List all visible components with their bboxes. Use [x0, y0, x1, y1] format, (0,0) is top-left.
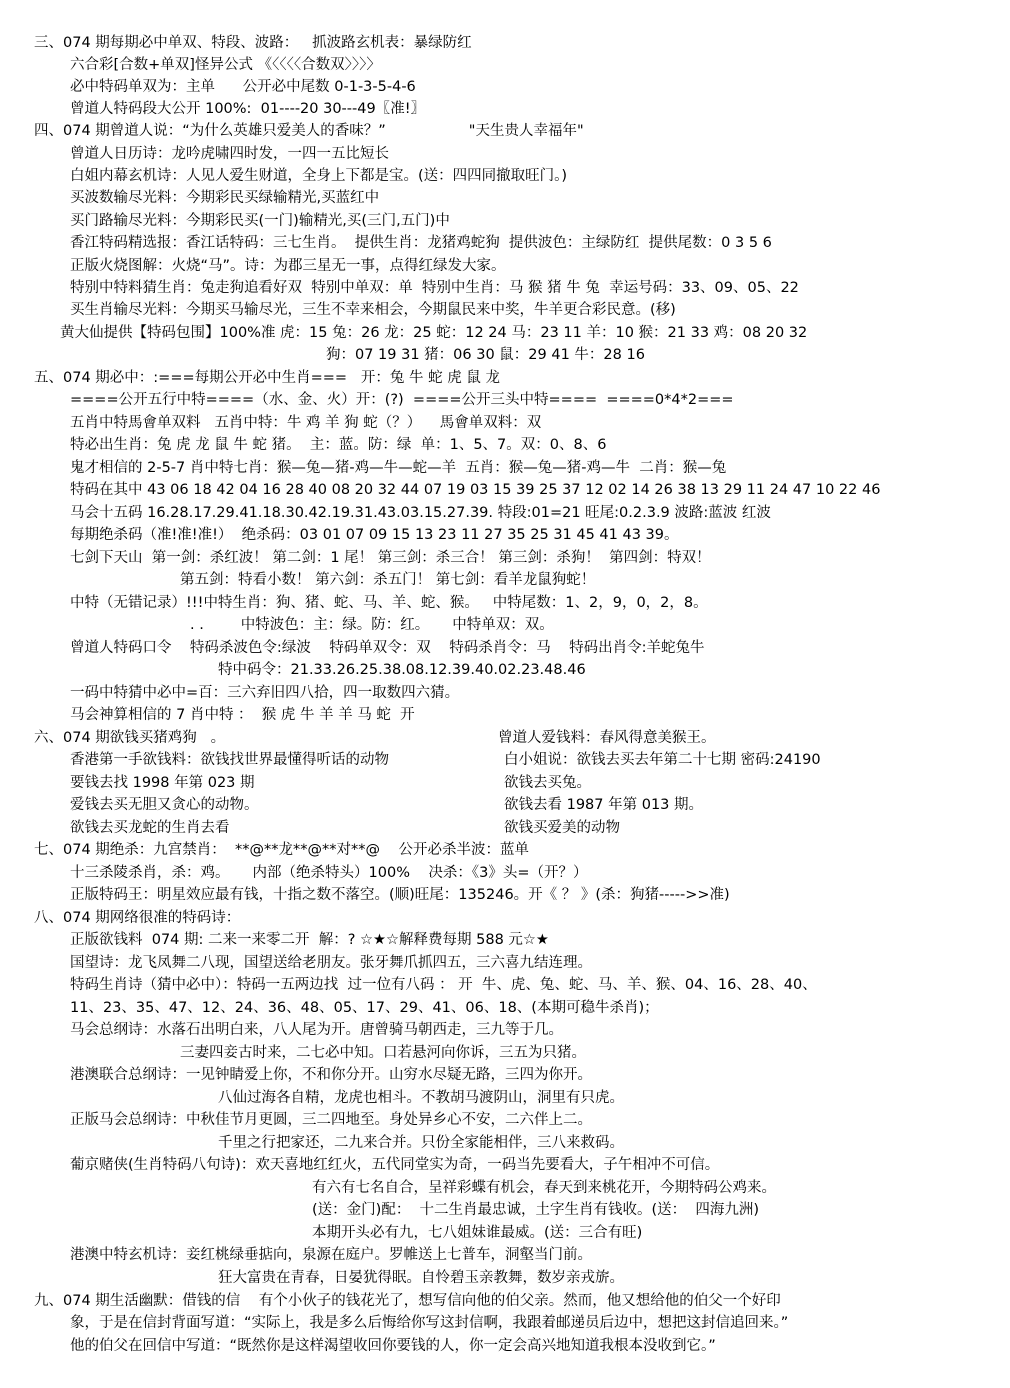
text-line: 每期绝杀码（准!准!准!） 绝杀码：03 01 07 09 15 13 23 11 27 35 25 31 45 41 43 39。 [70, 527, 679, 543]
text-line: 正版特码王：明星效应最有钱，十指之数不落空。(顺)旺尾：135246。开《 ？ 》(杀：狗猪----->>准) [70, 887, 730, 903]
text-line: 白姐内幕玄机诗：人见人爱生财道，全身上下都是宝。(送：四四同撤取旺门。) [70, 168, 568, 184]
text-line: 港澳联合总纲诗：一见钟睛爱上你，不和你分开。山穷水尽疑无路，三四为你开。 [70, 1067, 592, 1083]
text-line: 欲钱去买兔。 [504, 775, 591, 791]
text-line: 特码在其中 43 06 18 42 04 16 28 40 08 20 32 44 07 19 03 15 39 25 37 12 02 14 26 38 13 29 11 24 47 10 22 46 [70, 482, 881, 498]
text-line: 马会十五码 16.28.17.29.41.18.30.42.19.31.43.03.15.27.39. 特段:01=21 旺尾:0.2.3.9 波路:蓝波 红波 [70, 505, 771, 521]
text-line: 香港第一手欲钱料：欲钱找世界最懂得听话的动物 [70, 752, 389, 768]
text-line: 特中码令：21.33.26.25.38.08.12.39.40.02.23.48.46 [218, 662, 586, 678]
text-line: 十三杀陵杀肖，杀：鸡。 内部（绝杀特头）100% 决杀：《3》头=（开？） [70, 865, 588, 881]
text-line: 狂大富贵在青春，日晏犹得眠。自怜碧玉亲教舞，数岁亲戎旂。 [218, 1270, 624, 1286]
text-line: 本期开头必有九，七八姐妹谁最威。(送：三合有旺) [312, 1225, 643, 1241]
text-line: ====公开五行中特====（水、金、火）开：(?) ====公开三头中特==== ====0*4*2=== [70, 392, 734, 408]
text-line: 正版马会总纲诗：中秋佳节月更圆，三二四地至。身处异乡心不安，二六伴上二。 [70, 1112, 592, 1128]
text-line: 马会总纲诗：水落石出明白来，八人尾为开。唐曾骑马朝西走，三九等于几。 [70, 1022, 563, 1038]
text-line: 千里之行把家还，二九来合并。只份全家能相伴，三八来救码。 [218, 1135, 624, 1151]
text-line: 欲钱去买龙蛇的生肖去看 [70, 820, 230, 836]
text-line: 国望诗：龙飞凤舞二八现，国望送给老朋友。张牙舞爪抓四五，三六喜九结连理。 [70, 955, 592, 971]
text-line: 中特（无错记录）!!!中特生肖：狗、猪、蛇、马、羊、蛇、猴。 中特尾数：1、2，9，0，2，8。 [70, 595, 708, 611]
text-line: 五肖中特馬會单双料 五肖中特：牛 鸡 羊 狗 蛇（？） 馬會单双料：双 [70, 415, 542, 431]
text-line: 三妻四妾古时来，二七必中知。口若悬河向你诉，三五为只猪。 [180, 1045, 586, 1061]
text-line: 八仙过海各自精，龙虎也相斗。不教胡马渡阴山，洞里有只虎。 [218, 1090, 624, 1106]
text-line: 马会神算相信的 7 肖中特 ： 猴 虎 牛 羊 羊 马 蛇 开 [70, 707, 415, 723]
text-line: 欲钱去看 1987 年第 013 期。 [504, 797, 704, 813]
text-line: 正版火烧图解：火烧“马”。诗：为郡三星无一事，点得红绿发大家。 [70, 258, 506, 274]
text-line: 六合彩[合数+单双]怪异公式 《〈〈〈〈合数双〉〉〉〉 [70, 57, 381, 73]
text-line: 曾道人日历诗：龙吟虎啸四时发，一四一五比短长 [70, 146, 389, 162]
text-line: 有六有七名自合，呈祥彩蝶有机会，春天到来桃花开，今期特码公鸡来。 [312, 1180, 776, 1196]
text-line: 四、074 期曾道人说：“为什么英雄只爱美人的香味？” "天生贵人幸福年" [34, 123, 584, 139]
text-line: 黄大仙提供【特码包围】100%准 虎：15 兔：26 龙：25 蛇：12 24 马：23 11 羊：10 猴：21 33 鸡：08 20 32 [60, 325, 808, 341]
text-line: 八、074 期网络很准的特码诗： [34, 910, 241, 926]
text-line: 曾道人特码口令 特码杀波色令:绿波 特码单双令：双 特码杀肖令：马 特码出肖令:羊蛇兔牛 [70, 640, 705, 656]
text-line: 香江特码精选报：香江话特码：三七生肖。 提供生肖：龙猪鸡蛇狗 提供波色：主绿防红 提供尾数：0 3 5 6 [70, 235, 772, 251]
text-line: 鬼才相信的 2-5-7 肖中特七肖：猴—兔—猪-鸡—牛—蛇—羊 五肖：猴—兔—猪-鸡—牛 二肖：猴—兔 [70, 460, 727, 476]
text-line: 要钱去找 1998 年第 023 期 [70, 775, 255, 791]
text-line: (送：金门)配： 十二生肖最忠诚，土字生肖有钱收。(送： 四海九洲) [312, 1202, 760, 1218]
text-line: 白小姐说：欲钱去买去年第二十七期 密码:24190 [504, 752, 821, 768]
text-line: 欲钱买爱美的动物 [504, 820, 620, 836]
text-line: 葡京赌侠(生肖特码八句诗)：欢天喜地红红火，五代同堂实为奇，一码当先要看大，子午相冲不可信。 [70, 1157, 720, 1173]
text-line: . . 中特波色：主：绿。防：红。 中特单双：双。 [190, 617, 554, 633]
text-line: 象，于是在信封背面写道：“实际上，我是多么后悔给你写这封信啊，我跟着邮递员后边中，想把这封信追回来。” [70, 1315, 789, 1331]
text-line: 狗：07 19 31 猪：06 30 鼠：29 41 牛：28 16 [326, 347, 645, 363]
text-line: 一码中特猜中必中=百：三六弃旧四八拾，四一取数四六猜。 [70, 685, 460, 701]
text-line: 正版欲钱料 074 期: 二来一来零二开 解：? ☆★☆解释费每期 588 元☆★ [70, 932, 549, 948]
text-line: 九、074 期生活幽默：借钱的信 有个小伙子的钱花光了，想写信向他的伯父亲。然而，他又想给他的伯父一个好印 [34, 1293, 781, 1309]
text-line: 买波数输尽光料：今期彩民买绿输精光,买蓝红中 [70, 190, 380, 206]
text-line: 六、074 期欲钱买猪鸡狗 。 [34, 730, 226, 746]
text-line: 买生肖输尽光料：今期买马输尽光，三生不幸来相会，今期鼠民来中奖，牛羊更合彩民意。(移) [70, 302, 676, 318]
text-line: 第五剑：特看小数！ 第六剑：杀五门！ 第七剑：看羊龙鼠狗蛇！ [180, 572, 596, 588]
text-line: 爱钱去买无胆又贪心的动物。 [70, 797, 259, 813]
text-line: 买门路输尽光料：今期彩民买(一门)输精光,买(三门,五门)中 [70, 213, 450, 229]
text-line: 曾道人爱钱料：春风得意美猴王。 [498, 730, 716, 746]
text-line: 港澳中特玄机诗：妾红桃绿垂掂向，泉源在庭户。罗帷送上七普车，洞壑当门前。 [70, 1247, 592, 1263]
text-line: 特别中特料猜生肖：兔走狗追看好双 特别中单双：单 特别中生肖：马 猴 猪 牛 兔 幸运号码：33、09、05、22 [70, 280, 799, 296]
text-line: 必中特码单双为：主单 公开必中尾数 0-1-3-5-4-6 [70, 79, 416, 95]
text-line: 他的伯父在回信中写道：“既然你是这样渴望收回你要钱的人，你一定会高兴地知道我根本没收到它。” [70, 1338, 716, 1354]
text-line: 11、23、35、47、12、24、36、48、05、17、29、41、06、18、(本期可稳牛杀肖)； [70, 1000, 659, 1016]
text-line: 七剑下天山 第一剑：杀红波！ 第二剑：1 尾！ 第三剑：杀三合！ 第三剑：杀狗！ 第四剑：特双！ [70, 550, 711, 566]
text-line: 五、074 期必中：:===每期公开必中生肖=== 开：兔 牛 蛇 虎 鼠 龙 [34, 370, 500, 386]
text-line: 三、074 期每期必中单双、特段、波路： 抓波路玄机表：暴绿防红 [34, 35, 472, 51]
text-line: 特必出生肖：兔 虎 龙 鼠 牛 蛇 猪。 主：蓝。防：绿 单：1、5、7。双：0、8、6 [70, 437, 607, 453]
text-line: 特码生肖诗（猜中必中）：特码一五两边找 过一位有八码 ： 开 牛、虎、兔、蛇、马、羊、猴、04、16、28、40、 [70, 977, 817, 993]
text-line: 曾道人特码段大公开 100%: 01----20 30---49〖准!〗 [70, 101, 426, 117]
text-line: 七、074 期绝杀：九宫禁肖： **@**龙**@**对**@ 公开必杀半波：蓝单 [34, 842, 529, 858]
